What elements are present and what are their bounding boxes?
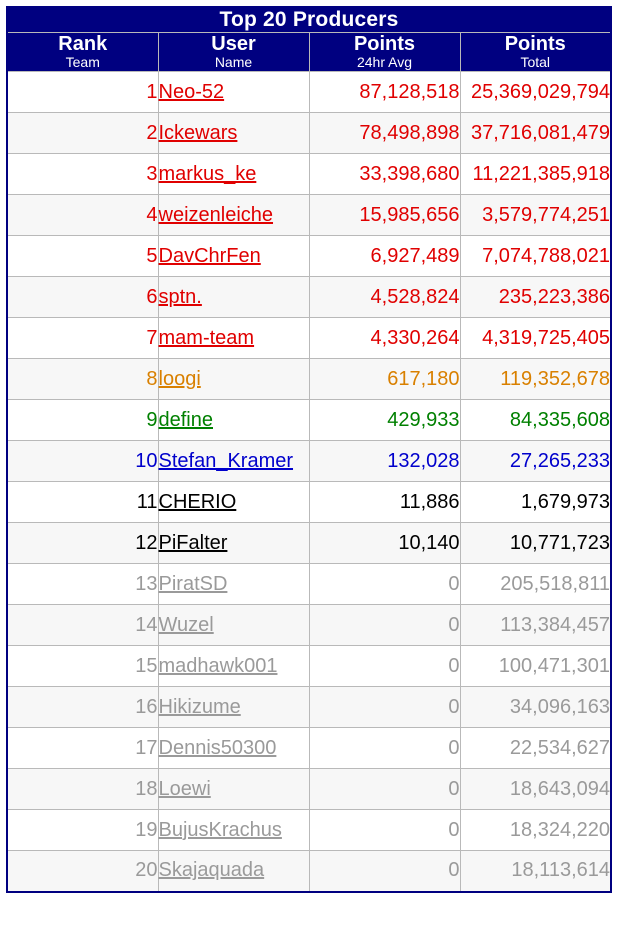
table-row (7, 72, 611, 113)
cell-points-24hr-avg: 6,927,489 (309, 236, 460, 277)
user-link[interactable]: BujusKrachus (158, 818, 282, 841)
cell-rank: 2 (7, 113, 158, 154)
table-row (7, 851, 611, 892)
user-link[interactable]: madhawk001 (158, 654, 278, 677)
cell-points-total: 235,223,386 (460, 277, 611, 318)
cell-points-24hr-avg: 4,528,824 (309, 277, 460, 318)
cell-user (158, 564, 309, 605)
cell-user (158, 113, 309, 154)
user-link[interactable]: Hikizume (158, 695, 241, 718)
cell-points-total: 4,319,725,405 (460, 318, 611, 359)
cell-user (158, 605, 309, 646)
cell-points-total: 18,324,220 (460, 810, 611, 851)
column-header-user[interactable] (158, 33, 309, 72)
table-row (7, 810, 611, 851)
cell-rank: 12 (7, 523, 158, 564)
cell-points-24hr-avg: 0 (309, 646, 460, 687)
table-row (7, 236, 611, 277)
top-producers-table (6, 6, 612, 893)
cell-points-total: 10,771,723 (460, 523, 611, 564)
cell-points-24hr-avg: 0 (309, 769, 460, 810)
cell-user (158, 441, 309, 482)
cell-points-24hr-avg: 87,128,518 (309, 72, 460, 113)
cell-user (158, 646, 309, 687)
cell-user (158, 318, 309, 359)
cell-points-total: 205,518,811 (460, 564, 611, 605)
user-link[interactable]: mam-team (158, 326, 255, 349)
column-header-user-line2: Name (214, 54, 253, 71)
user-link[interactable]: sptn. (158, 285, 202, 308)
table-row (7, 564, 611, 605)
cell-user (158, 810, 309, 851)
cell-rank: 11 (7, 482, 158, 523)
column-header-user-line1: User (211, 33, 256, 55)
cell-points-24hr-avg: 0 (309, 728, 460, 769)
user-link[interactable]: Wuzel (158, 613, 214, 636)
column-header-points-total-line2: Total (520, 54, 551, 71)
cell-points-24hr-avg: 0 (309, 810, 460, 851)
cell-rank: 7 (7, 318, 158, 359)
cell-rank: 18 (7, 769, 158, 810)
cell-points-24hr-avg: 132,028 (309, 441, 460, 482)
table-title: Top 20 Producers (7, 7, 611, 33)
cell-rank: 13 (7, 564, 158, 605)
cell-points-24hr-avg: 78,498,898 (309, 113, 460, 154)
cell-user (158, 195, 309, 236)
cell-rank: 10 (7, 441, 158, 482)
table-row (7, 318, 611, 359)
cell-points-total: 18,113,614 (460, 851, 611, 892)
user-link[interactable]: Ickewars (158, 121, 238, 144)
cell-user (158, 769, 309, 810)
table-row (7, 154, 611, 195)
user-link[interactable]: Stefan_Kramer (158, 449, 294, 472)
column-header-rank-line1: Rank (58, 33, 108, 55)
table-row (7, 523, 611, 564)
user-link[interactable]: markus_ke (158, 162, 257, 185)
cell-points-24hr-avg: 0 (309, 564, 460, 605)
user-link[interactable]: weizenleiche (158, 203, 274, 226)
cell-points-total: 18,643,094 (460, 769, 611, 810)
column-header-points-total[interactable] (460, 33, 611, 72)
cell-points-24hr-avg: 10,140 (309, 523, 460, 564)
user-link[interactable]: Skajaquada (158, 859, 265, 882)
cell-points-24hr-avg: 33,398,680 (309, 154, 460, 195)
cell-rank: 8 (7, 359, 158, 400)
table-row (7, 605, 611, 646)
cell-points-total: 3,579,774,251 (460, 195, 611, 236)
table-row (7, 400, 611, 441)
cell-rank: 19 (7, 810, 158, 851)
user-link[interactable]: Dennis50300 (158, 736, 277, 759)
cell-points-24hr-avg: 11,886 (309, 482, 460, 523)
cell-rank: 15 (7, 646, 158, 687)
cell-rank: 6 (7, 277, 158, 318)
cell-points-24hr-avg: 0 (309, 851, 460, 892)
cell-points-24hr-avg: 429,933 (309, 400, 460, 441)
user-link[interactable]: define (158, 408, 213, 431)
cell-points-total: 7,074,788,021 (460, 236, 611, 277)
table-row (7, 359, 611, 400)
cell-points-24hr-avg: 617,180 (309, 359, 460, 400)
cell-points-total: 100,471,301 (460, 646, 611, 687)
user-link[interactable]: Loewi (158, 777, 211, 800)
table-row (7, 113, 611, 154)
table-row (7, 728, 611, 769)
cell-user (158, 359, 309, 400)
column-header-points-avg-line1: Points (353, 33, 416, 55)
cell-points-24hr-avg: 0 (309, 687, 460, 728)
cell-points-total: 27,265,233 (460, 441, 611, 482)
cell-user (158, 523, 309, 564)
cell-rank: 4 (7, 195, 158, 236)
user-link[interactable]: Neo-52 (158, 80, 225, 103)
title-row (7, 7, 611, 33)
cell-user (158, 728, 309, 769)
table-row (7, 646, 611, 687)
cell-points-total: 22,534,627 (460, 728, 611, 769)
cell-points-24hr-avg: 15,985,656 (309, 195, 460, 236)
column-header-points-avg-line2: 24hr Avg (356, 54, 412, 71)
column-header-row (7, 33, 611, 72)
cell-points-24hr-avg: 0 (309, 605, 460, 646)
table-header (7, 7, 611, 72)
column-header-rank[interactable] (7, 33, 158, 72)
table-body (7, 72, 611, 892)
cell-points-total: 113,384,457 (460, 605, 611, 646)
cell-user (158, 400, 309, 441)
cell-user (158, 72, 309, 113)
cell-user (158, 154, 309, 195)
table-row (7, 195, 611, 236)
column-header-points-total-line1: Points (504, 33, 566, 55)
table-row (7, 482, 611, 523)
user-link[interactable]: PiratSD (158, 572, 228, 595)
cell-user (158, 482, 309, 523)
table-row (7, 277, 611, 318)
cell-user (158, 687, 309, 728)
cell-user (158, 851, 309, 892)
user-link[interactable]: PiFalter (158, 531, 228, 554)
cell-rank: 5 (7, 236, 158, 277)
table-row (7, 769, 611, 810)
cell-rank: 20 (7, 851, 158, 892)
cell-points-total: 11,221,385,918 (460, 154, 611, 195)
cell-points-total: 37,716,081,479 (460, 113, 611, 154)
cell-rank: 1 (7, 72, 158, 113)
cell-user (158, 236, 309, 277)
cell-rank: 16 (7, 687, 158, 728)
cell-rank: 9 (7, 400, 158, 441)
column-header-rank-line2: Team (65, 54, 100, 71)
table-row (7, 441, 611, 482)
cell-rank: 14 (7, 605, 158, 646)
cell-points-24hr-avg: 4,330,264 (309, 318, 460, 359)
user-link[interactable]: CHERIO (158, 490, 237, 513)
cell-user (158, 277, 309, 318)
cell-points-total: 34,096,163 (460, 687, 611, 728)
cell-rank: 3 (7, 154, 158, 195)
user-link[interactable]: DavChrFen (158, 244, 261, 267)
cell-points-total: 1,679,973 (460, 482, 611, 523)
column-header-points-avg[interactable] (309, 33, 460, 72)
cell-points-total: 119,352,678 (460, 359, 611, 400)
cell-points-total: 25,369,029,794 (460, 72, 611, 113)
cell-points-total: 84,335,608 (460, 400, 611, 441)
cell-rank: 17 (7, 728, 158, 769)
table-row (7, 687, 611, 728)
user-link[interactable]: loogi (158, 367, 201, 390)
